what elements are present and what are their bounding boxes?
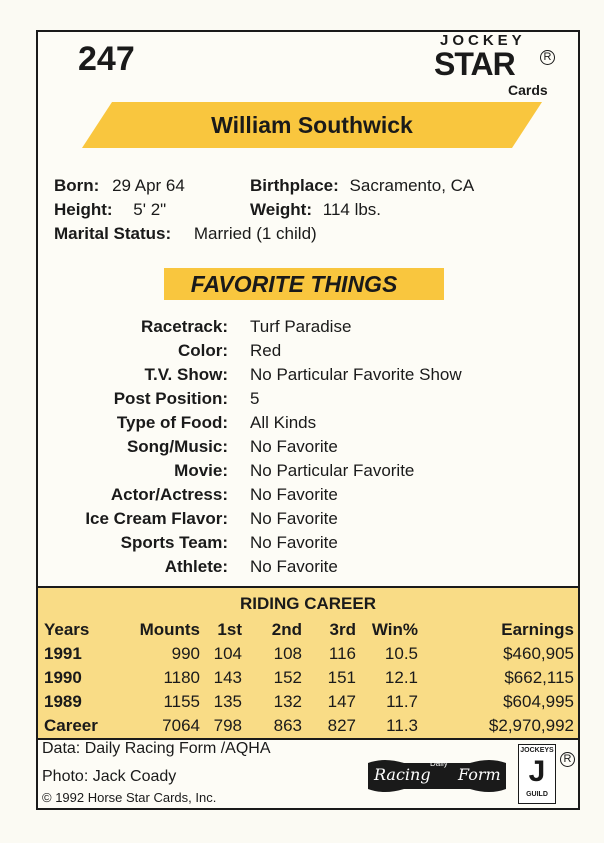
cell-mounts: 1180 <box>163 668 200 687</box>
jockey-name: William Southwick <box>211 112 413 138</box>
cell-2nd: 132 <box>273 692 302 711</box>
cell-1st: 135 <box>213 692 242 711</box>
weight-label: Weight: <box>250 200 313 219</box>
cell-3rd: 116 <box>328 644 356 663</box>
fav-label-music: Song/Music: <box>126 437 228 456</box>
rf-logo-daily: Daily <box>430 759 448 768</box>
cell-year: 1990 <box>44 668 82 687</box>
logo-star-text: STAR <box>434 46 515 82</box>
trading-card-back <box>36 30 580 810</box>
cell-1st: 143 <box>213 668 242 687</box>
cell-1st: 104 <box>213 644 242 663</box>
birthplace-value: Sacramento, CA <box>349 176 475 195</box>
registered-icon: R <box>540 50 555 65</box>
cell-year: 1989 <box>44 692 82 711</box>
riding-career-table <box>44 618 574 738</box>
card-number: 247 <box>78 40 135 78</box>
header-mounts: Mounts <box>139 620 200 639</box>
cell-earnings: $2,970,992 <box>488 716 574 735</box>
table-row <box>44 690 574 714</box>
cell-mounts: 1155 <box>163 692 200 711</box>
fav-label-movie: Movie: <box>174 461 228 480</box>
copyright: © 1992 Horse Star Cards, Inc. <box>42 790 217 805</box>
cell-mounts: 7064 <box>162 716 200 735</box>
fav-value-sports-team: No Favorite <box>250 533 338 552</box>
rf-logo-racing: Racing <box>374 765 431 784</box>
fav-value-movie: No Particular Favorite <box>250 461 415 480</box>
fav-label-racetrack: Racetrack: <box>141 317 228 336</box>
cell-win-pct: 11.7 <box>386 692 418 711</box>
born-label: Born: <box>54 176 100 195</box>
height-value: 5' 2" <box>133 200 167 219</box>
fav-label-tv-show: T.V. Show: <box>144 365 228 384</box>
cell-1st: 798 <box>213 716 242 735</box>
height-row <box>54 200 166 220</box>
fav-value-post-position: 5 <box>250 389 260 408</box>
photo-credit: Photo: Jack Coady <box>42 768 177 785</box>
favorite-things-title: FAVORITE THINGS <box>190 271 398 297</box>
table-row <box>44 642 574 666</box>
birthplace-row <box>250 176 474 196</box>
fav-value-actor: No Favorite <box>250 485 338 504</box>
cell-mounts: 990 <box>171 644 200 663</box>
cell-2nd: 108 <box>273 644 302 663</box>
fav-value-color: Red <box>250 341 282 360</box>
birthplace-label: Birthplace: <box>250 176 339 195</box>
born-row <box>54 176 185 196</box>
table-row <box>44 714 574 738</box>
marital-label: Marital Status: <box>54 224 172 243</box>
rf-logo-form: Form <box>458 765 501 784</box>
born-value: 29 Apr 64 <box>112 176 185 195</box>
header-2nd: 2nd <box>271 620 302 639</box>
guild-j-icon: J <box>528 755 546 788</box>
header-win-pct: Win% <box>371 620 418 639</box>
cell-earnings: $604,995 <box>503 692 574 711</box>
cell-win-pct: 11.3 <box>386 716 418 735</box>
fav-label-ice-cream: Ice Cream Flavor: <box>85 509 228 528</box>
racing-form-logo <box>364 755 510 795</box>
fav-value-food: All Kinds <box>250 413 317 432</box>
header-1st: 1st <box>217 620 242 639</box>
fav-label-athlete: Athlete: <box>164 557 228 576</box>
data-credit: Data: Daily Racing Form /AQHA <box>42 740 271 757</box>
marital-row <box>54 224 317 244</box>
header-years: Years <box>44 620 90 639</box>
fav-label-actor: Actor/Actress: <box>110 485 228 504</box>
career-header-row <box>44 618 574 642</box>
riding-career-title: RIDING CAREER <box>239 594 376 613</box>
riding-career-section <box>38 586 578 740</box>
cell-2nd: 863 <box>273 716 302 735</box>
cell-3rd: 147 <box>327 692 356 711</box>
logo-cards-text: Cards <box>508 82 548 98</box>
logo-jockey-text: JOCKEY <box>440 32 526 49</box>
height-label: Height: <box>54 200 113 219</box>
cell-2nd: 152 <box>273 668 302 687</box>
cell-win-pct: 10.5 <box>384 644 418 663</box>
guild-bottom-text: GUILD <box>526 791 548 798</box>
fav-value-racetrack: Turf Paradise <box>250 317 352 336</box>
fav-label-sports-team: Sports Team: <box>120 533 228 552</box>
fav-label-color: Color: <box>177 341 228 360</box>
fav-label-food: Type of Food: <box>116 413 228 432</box>
cell-win-pct: 12.1 <box>384 668 418 687</box>
weight-row <box>250 200 381 220</box>
fav-label-post-position: Post Position: <box>113 389 228 408</box>
cell-year: 1991 <box>44 644 82 663</box>
header-earnings: Earnings <box>501 620 574 639</box>
cell-year: Career <box>44 716 98 735</box>
fav-value-ice-cream: No Favorite <box>250 509 338 528</box>
guild-top-text: JOCKEYS <box>520 747 554 754</box>
jockey-star-logo <box>430 32 560 100</box>
favorite-things-banner <box>164 268 444 300</box>
fav-value-athlete: No Favorite <box>250 557 338 576</box>
name-banner <box>82 102 542 148</box>
cell-earnings: $662,115 <box>504 668 574 687</box>
weight-value: 114 lbs. <box>322 200 382 219</box>
cell-3rd: 827 <box>327 716 356 735</box>
guild-registered-icon: R <box>560 752 575 767</box>
header-3rd: 3rd <box>329 620 356 639</box>
fav-value-music: No Favorite <box>250 437 338 456</box>
cell-3rd: 151 <box>327 668 356 687</box>
cell-earnings: $460,905 <box>503 644 574 663</box>
marital-value: Married (1 child) <box>193 224 317 243</box>
fav-value-tv-show: No Particular Favorite Show <box>250 365 462 384</box>
table-row <box>44 666 574 690</box>
jockeys-guild-logo <box>518 744 556 804</box>
